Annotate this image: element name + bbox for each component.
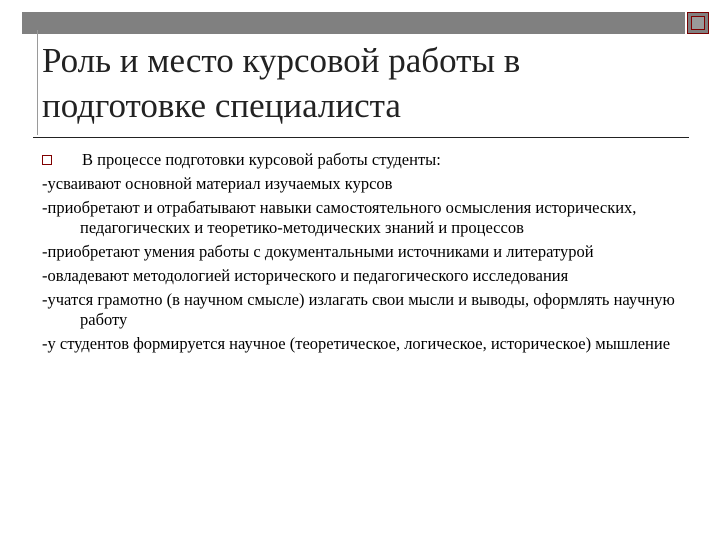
- slide-content: [42, 150, 682, 358]
- list-item: -приобретают умения работы с документальными источниками и литературой: [42, 242, 594, 261]
- list-item: -усваивают основной материал изучаемых курсов: [42, 174, 393, 193]
- title-underline: [33, 137, 689, 138]
- slide-title: Роль и место курсовой работы в подготовке специалиста: [42, 41, 521, 125]
- corner-square-icon: [691, 16, 705, 30]
- top-decorative-bar: [22, 12, 685, 34]
- list-item: -учатся грамотно (в научном смысле) излагать свои мысли и выводы, оформлять научную работу: [42, 290, 675, 329]
- square-outline-icon: [42, 155, 52, 165]
- list-item: -приобретают и отрабатывают навыки самостоятельного осмысления исторических, педагогических и теоретико-методических знаний и процессов: [42, 198, 637, 237]
- list-item: -у студентов формируется научное (теоретическое, логическое, историческое) мышление: [42, 334, 671, 353]
- bullet-paragraph: [42, 150, 682, 170]
- intro-text: В процессе подготовки курсовой работы студенты:: [82, 150, 441, 169]
- left-vertical-rule: [37, 30, 38, 135]
- list-item: -овладевают методологией исторического и педагогического исследования: [42, 266, 569, 285]
